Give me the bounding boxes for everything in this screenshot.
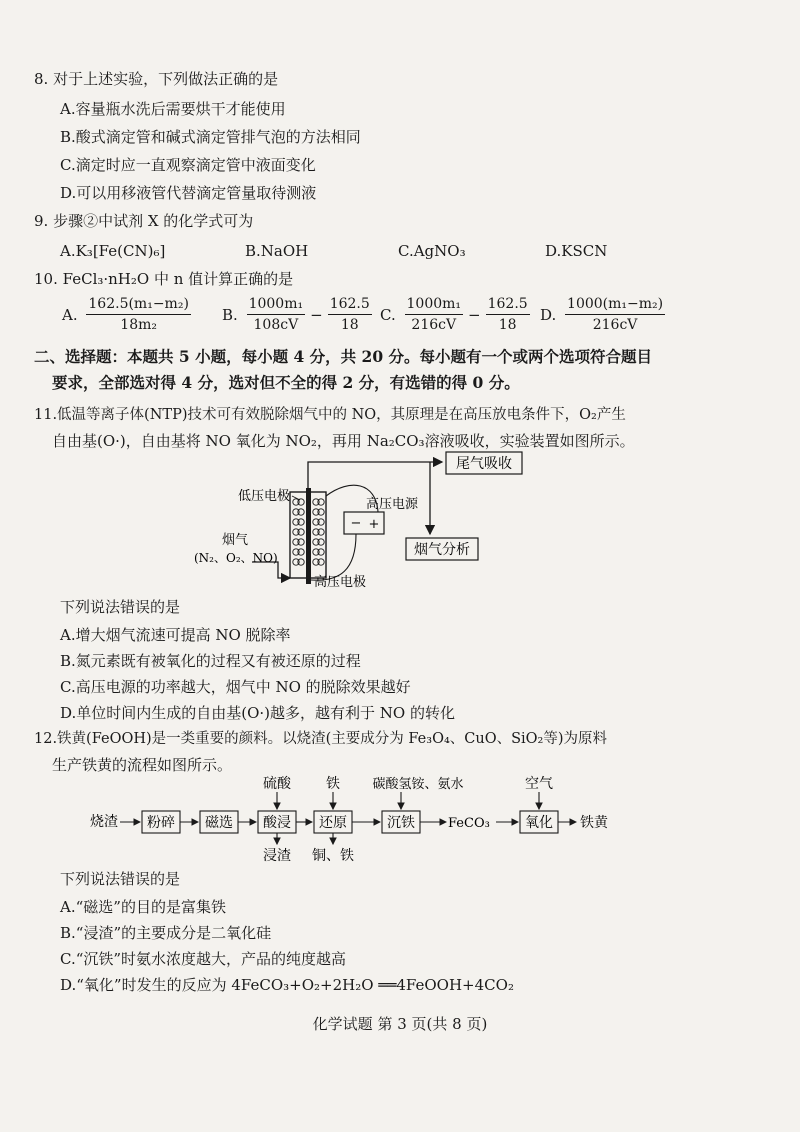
flue-analysis-label: 烟气分析 (414, 542, 470, 558)
flue-gas-composition: (N₂、O₂、NO) (194, 551, 278, 565)
q10-b-fraction-1 (247, 294, 306, 335)
q11-option-b: B.氮元素既有被氧化的过程又有被还原的过程 (60, 652, 361, 670)
flow-input-ammonia: 碳酸氢铵、氨水 (372, 777, 464, 792)
q10-c-denominator-2: 18 (498, 317, 517, 333)
q12-stem-line2: 生产铁黄的流程如图所示。 (52, 756, 233, 774)
hv-plus: + (368, 517, 380, 532)
q10-b-denominator-1: 108cV (253, 317, 299, 333)
flue-gas-label: 烟气 (222, 533, 249, 548)
q8-option-d: D.可以用移液管代替滴定管量取待测液 (60, 184, 317, 202)
flow-input-acid: 硫酸 (263, 776, 291, 792)
low-electrode-label: 低压电极 (238, 489, 291, 504)
flow-input-air: 空气 (525, 776, 553, 792)
flow-end: 铁黄 (580, 815, 608, 831)
q12-option-b: B.“浸渣”的主要成分是二氧化硅 (60, 924, 272, 942)
q10-option-a (62, 294, 191, 335)
flow-start: 烧渣 (90, 814, 118, 830)
q10-b-denominator-2: 18 (340, 317, 359, 333)
flow-step-reduce: 还原 (319, 815, 347, 831)
q10-c-fraction-1 (405, 294, 464, 335)
flow-output-cu-fe: 铜、铁 (312, 848, 354, 864)
flow-step-acid: 酸浸 (263, 815, 291, 831)
q11-question: 下列说法错误的是 (60, 598, 181, 616)
q11-option-d: D.单位时间内生成的自由基(O·)越多，越有利于 NO 的转化 (60, 704, 455, 722)
q8-option-a: A.容量瓶水洗后需要烘干才能使用 (60, 100, 286, 118)
q10-c-label: C. (380, 305, 396, 324)
q8-option-c: C.滴定时应一直观察滴定管中液面变化 (60, 156, 316, 174)
q11-option-a: A.增大烟气流速可提高 NO 脱除率 (60, 626, 291, 644)
q10-option-d (540, 294, 665, 335)
section2-heading-line1: 二、选择题：本题共 5 小题，每小题 4 分，共 20 分。每小题有一个或两个选项符合题目 (34, 347, 653, 366)
q10-b-numerator-2: 162.5 (328, 294, 372, 315)
iron-yellow-flow-diagram (82, 772, 642, 864)
q10-d-fraction (565, 294, 665, 335)
q11-stem-line1: 11.低温等离子体(NTP)技术可有效脱除烟气中的 NO，其原理是在高压放电条件下，O₂产生 (34, 407, 626, 423)
section2-heading-line2: 要求，全部选对得 4 分，选对但不全的得 2 分，有选错的得 0 分。 (52, 373, 520, 392)
flow-step-magnetic: 磁选 (205, 815, 233, 831)
q9-option-a: A.K₃[Fe(CN)₆] (60, 242, 166, 260)
flow-output-residue: 浸渣 (263, 848, 291, 864)
q12-stem-line1: 12.铁黄(FeOOH)是一类重要的颜料。以烧渣(主要成分为 Fe₃O₄、CuO、SiO₂等)为原料 (34, 731, 608, 747)
q9-option-b: B.NaOH (245, 242, 309, 260)
q9-option-d: D.KSCN (545, 242, 608, 260)
q9-option-c: C.AgNO₃ (398, 242, 466, 260)
page-footer: 化学试题 第 3 页(共 8 页) (312, 1015, 488, 1033)
q10-d-denominator: 216cV (592, 317, 638, 333)
hv-minus: − (350, 516, 362, 531)
flow-input-iron: 铁 (326, 776, 340, 792)
q10-a-numerator: 162.5(m₁−m₂) (86, 294, 191, 315)
q12-option-d: D.“氧化”时发生的反应为 4FeCO₃+O₂+2H₂O ══4FeOOH+4CO₂ (60, 976, 514, 994)
q10-c-numerator-2: 162.5 (486, 294, 530, 315)
q10-b-label: B. (222, 305, 238, 324)
q10-c-fraction-2 (486, 294, 530, 335)
q11-option-c: C.高压电源的功率越大，烟气中 NO 的脱除效果越好 (60, 678, 411, 696)
flow-step-precipitate: 沉铁 (387, 815, 415, 831)
flow-mid-feco3: FeCO₃ (448, 816, 490, 831)
q10-a-denominator: 18m₂ (120, 317, 157, 333)
q12-option-a: A.“磁选”的目的是富集铁 (60, 898, 226, 916)
q10-c-denominator-1: 216cV (411, 317, 457, 333)
q10-b-numerator-1: 1000m₁ (247, 294, 306, 315)
q10-d-numerator: 1000(m₁−m₂) (565, 294, 665, 315)
q11-stem-line2: 自由基(O·)，自由基将 NO 氧化为 NO₂，再用 Na₂CO₃溶液吸收，实验装置如图所示。 (52, 432, 635, 450)
hv-source-label: 高压电源 (366, 497, 419, 512)
q10-a-label: A. (62, 305, 78, 324)
high-electrode-label: 高压电极 (314, 575, 367, 590)
q8-option-b: B.酸式滴定管和碱式滴定管排气泡的方法相同 (60, 128, 361, 146)
flow-step-crush: 粉碎 (147, 815, 175, 831)
q10-stem: 10. FeCl₃·nH₂O 中 n 值计算正确的是 (34, 270, 294, 288)
flow-step-oxidize: 氧化 (525, 815, 553, 831)
tail-gas-label: 尾气吸收 (456, 456, 512, 472)
q10-c-numerator-1: 1000m₁ (405, 294, 464, 315)
ntp-apparatus-diagram (180, 450, 540, 590)
q10-a-fraction (86, 294, 191, 335)
q12-option-c: C.“沉铁”时氨水浓度越大，产品的纯度越高 (60, 950, 347, 968)
reactor-column (290, 488, 326, 584)
q12-question: 下列说法错误的是 (60, 870, 181, 888)
q10-option-c: C. $\frac{\text{1000m₁}}{216cV}$ − $\frac{162.5}{18}$ (380, 296, 528, 333)
q8-stem: 8. 对于上述实验，下列做法正确的是 (34, 70, 279, 88)
q10-b-fraction-2 (328, 294, 372, 335)
q9-stem: 9. 步骤②中试剂 X 的化学式可为 (34, 212, 254, 230)
q10-d-label: D. (540, 305, 557, 324)
q10-option-b: B. $\frac{\text{1000m₁}}{108cV}$ − $\frac{162.5}{18}$ (222, 296, 370, 333)
